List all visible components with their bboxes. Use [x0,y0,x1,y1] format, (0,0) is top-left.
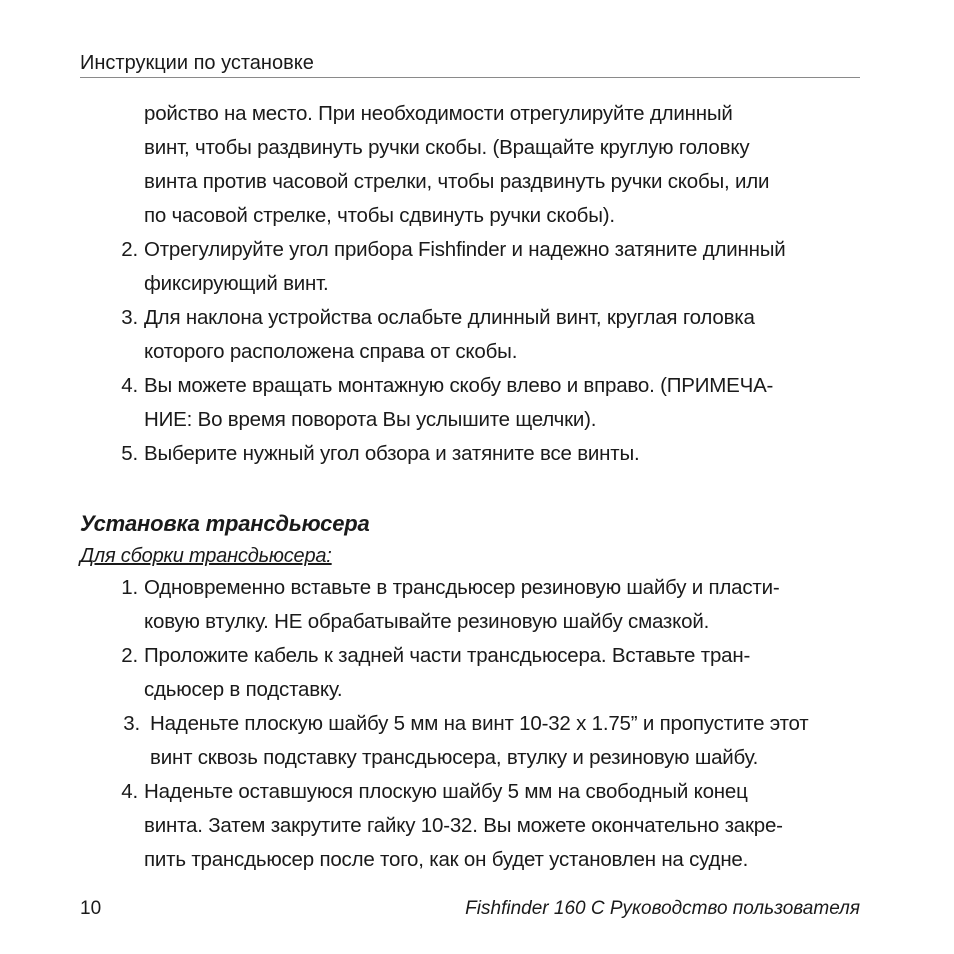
list-item [80,369,870,437]
text-line: винта. Затем закрутите гайку 10-32. Вы можете окончательно закре- [144,814,783,837]
text-line: винт сквозь подставку трансдьюсера, втулку и резиновую шайбу. [150,746,759,769]
continuation-paragraph [80,97,870,233]
subsection-title: Для сборки трансдьюсера: [80,545,332,567]
text-line: ковую втулку. НЕ обрабатывайте резиновую шайбу смазкой. [144,610,710,633]
text-line: Наденьте оставшуюся плоскую шайбу 5 мм на свободный конец [144,780,748,803]
manual-title: Fishfinder 160 C Руководство пользователя [465,898,860,919]
list-item [80,437,870,471]
text-line: Для наклона устройства ослабьте длинный винт, круглая головка [144,306,755,329]
text-line: фиксирующий винт. [144,272,329,295]
list-number: 3. [123,712,140,735]
text-line: винт, чтобы раздвинуть ручки скобы. (Вращайте круглую головку [144,136,750,159]
text-line: Отрегулируйте угол прибора Fishfinder и надежно затяните длинный [144,238,786,261]
list-number: 4. [121,374,138,397]
section-title: Установка трансдьюсера [80,511,370,536]
text-line: которого расположена справа от скобы. [144,340,518,363]
page-header [80,52,860,78]
text-line: пить трансдьюсер после того, как он будет установлен на судне. [144,848,749,871]
text-line: Проложите кабель к задней части трансдьюсера. Вставьте тран- [144,644,751,667]
text-line: сдьюсер в подставку. [144,678,343,701]
list-item [80,775,870,877]
text-line: по часовой стрелке, чтобы сдвинуть ручки скобы). [144,204,615,227]
page-body [80,97,870,877]
list-item [80,571,870,639]
text-line: Одновременно вставьте в трансдьюсер резиновую шайбу и пласти- [144,576,780,599]
header-title: Инструкции по установке [80,52,314,74]
list-number: 3. [121,306,138,329]
list-number: 1. [121,576,138,599]
text-line: Вы можете вращать монтажную скобу влево и вправо. (ПРИМЕЧА- [144,374,774,397]
text-line: ройство на место. При необходимости отрегулируйте длинный [144,102,733,125]
list-item [80,301,870,369]
text-line: винта против часовой стрелки, чтобы раздвинуть ручки скобы, или [144,170,770,193]
list-item [80,233,870,301]
list-item [80,707,870,775]
text-line: Выберите нужный угол обзора и затяните все винты. [144,442,640,465]
text-line: Наденьте плоскую шайбу 5 мм на винт 10-32 x 1.75” и пропустите этот [150,712,809,735]
list-number: 2. [121,238,138,261]
page-number: 10 [80,898,102,919]
list-number: 5. [121,442,138,465]
list-number: 4. [121,780,138,803]
text-line: НИЕ: Во время поворота Вы услышите щелчки). [144,408,597,431]
list-item [80,639,870,707]
list-number: 2. [121,644,138,667]
